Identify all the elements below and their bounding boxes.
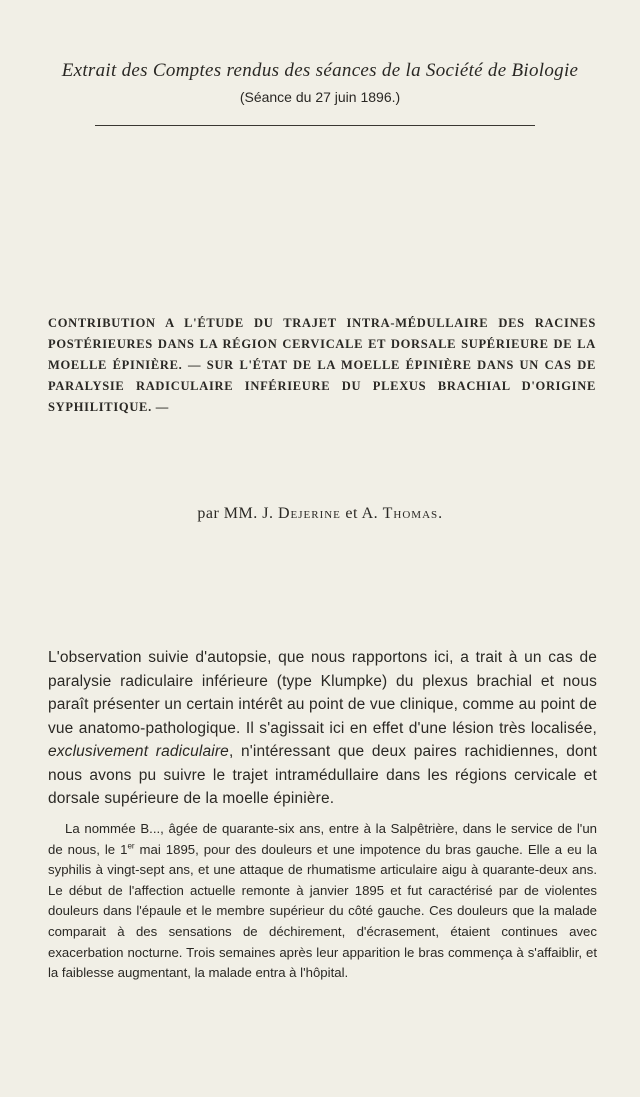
intro-emphasis: exclusivement radiculaire (48, 743, 229, 760)
article-title: CONTRIBUTION A L'ÉTUDE DU TRAJET INTRA-MÉDULLAIRE DES RACINES POSTÉRIEURES DANS LA RÉGION CERVICALE ET DORSALE SUPÉRIEURE DE LA MOELLE ÉPINIÈRE. — SUR L'ÉTAT DE LA MOELLE ÉPINIÈRE DANS UN CAS DE PARALYSIE RADICULAIRE INFÉRIEURE DU PLEXUS BRACHIAL D'ORIGINE SYPHILITIQUE. — (48, 316, 596, 414)
author-dejerine: Dejerine (277, 505, 341, 522)
journal-title: Extrait des Comptes rendus des séances de la Société de Biologie (61, 60, 579, 81)
case-text-2: mai 1895, pour des douleurs et une impotence du bras gauche. Elle a eu la syphilis à vingt-sept ans, et une attaque de rhumatisme articulaire aigu à quarante-deux ans. Le début de l'affection actuelle remonte à janvier 1895 et fut caractérisé par de violentes douleurs dans l'épaule et le membre supérieur du côté gauche. Ces douleurs que la malade comparait à des sensations de déchirement, d'écrasement, étaient continues avec exacerbation nocturne. Trois semaines après leur apparition le bras commença à s'affaiblir, et la faiblesse augmentant, la malade entra à l'hôpital. (48, 841, 597, 981)
intro-text-2: , n'intéressant que deux paires rachidiennes, dont nous avons pu suivre le trajet intramédullaire dans les régions cervicale et dorsale supérieure de la moelle épinière. (48, 743, 597, 807)
case-text-1: La nommée B..., âgée de quarante-six ans, entre à la Salpêtrière, dans le service de l'un de nous, le 1 (48, 821, 597, 857)
intro-text-1: L'observation suivie d'autopsie, que nous rapportons ici, a trait à un cas de paralysie radiculaire inférieure (type Klumpke) du plexus brachial et nous paraît présenter un certain intérêt au point de vue clinique, comme au point de vue anatomo-pathologique. Il s'agissait ici en effet d'une lésion très localisée, (48, 649, 597, 737)
intro-paragraph (48, 646, 597, 811)
case-superscript: er (127, 841, 135, 851)
byline-conjunction: et A. (345, 505, 379, 522)
session-date: (Séance du 27 juin 1896.) (239, 89, 401, 105)
byline (0, 505, 640, 523)
author-thomas: Thomas (382, 505, 439, 522)
header-divider (95, 125, 535, 126)
case-paragraph (48, 819, 597, 984)
byline-prefix: par MM. J. (197, 505, 274, 522)
byline-suffix: . (438, 505, 443, 522)
